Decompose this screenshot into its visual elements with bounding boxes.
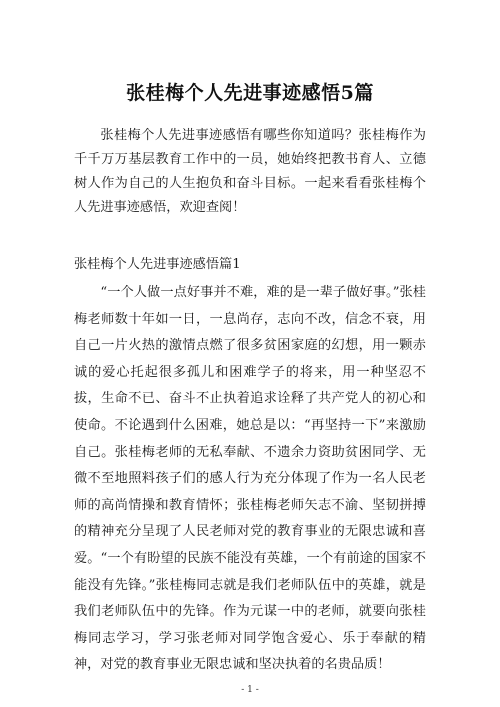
intro-paragraph: 张桂梅个人先进事迹感悟有哪些你知道吗？张桂梅作为千千万万基层教育工作中的一员，她始终把教书育人、立德树人作为自己的人生抱负和奋斗目标。一起来看看张桂梅个人先进事迹感悟，欢迎查阅！ xyxy=(74,128,426,215)
body-paragraph: “一个人做一点好事并不难，难的是一辈子做好事。”张桂梅老师数十年如一日，一息尚存，志向不改，信念不衰，用自己一片火热的激情点燃了很多贫困家庭的幻想，用一颗赤诚的爱心托起很多孤儿和困难学子的将来，用一种坚忍不拔，生命不已、奋斗不止执着追求诠释了共产党人的初心和使命。不论遇到什么困难，她总是以：“再坚持一下”来激励自己。张桂梅老师的无私奉献、不遗余力资助贫困同学、无微不至地照料孩子们的感人行为充分体现了作为一名人民老师的高尚情操和教育情怀；张桂梅老师矢志不渝、坚韧拼搏的精神充分呈现了人民老师对党的教育事业的无限忠诚和喜爱。“一个有盼望的民族不能没有英雄，一个有前途的国家不能没有先锋。”张桂梅同志就是我们老师队伍中的英雄，就是我们老师队伍中的先锋。作为元谋一中的老师，就要向张桂梅同志学习，学习张老师对同学饱含爱心、乐于奉献的精神，对党的教育事业无限忠诚和坚决执着的名贵品质！ xyxy=(74,285,426,673)
section-heading: 张桂梅个人先进事迹感悟篇1 xyxy=(74,257,241,272)
document-title: 张桂梅个人先进事迹感悟5篇 xyxy=(126,82,374,104)
page-number: - 1 - xyxy=(241,685,259,695)
